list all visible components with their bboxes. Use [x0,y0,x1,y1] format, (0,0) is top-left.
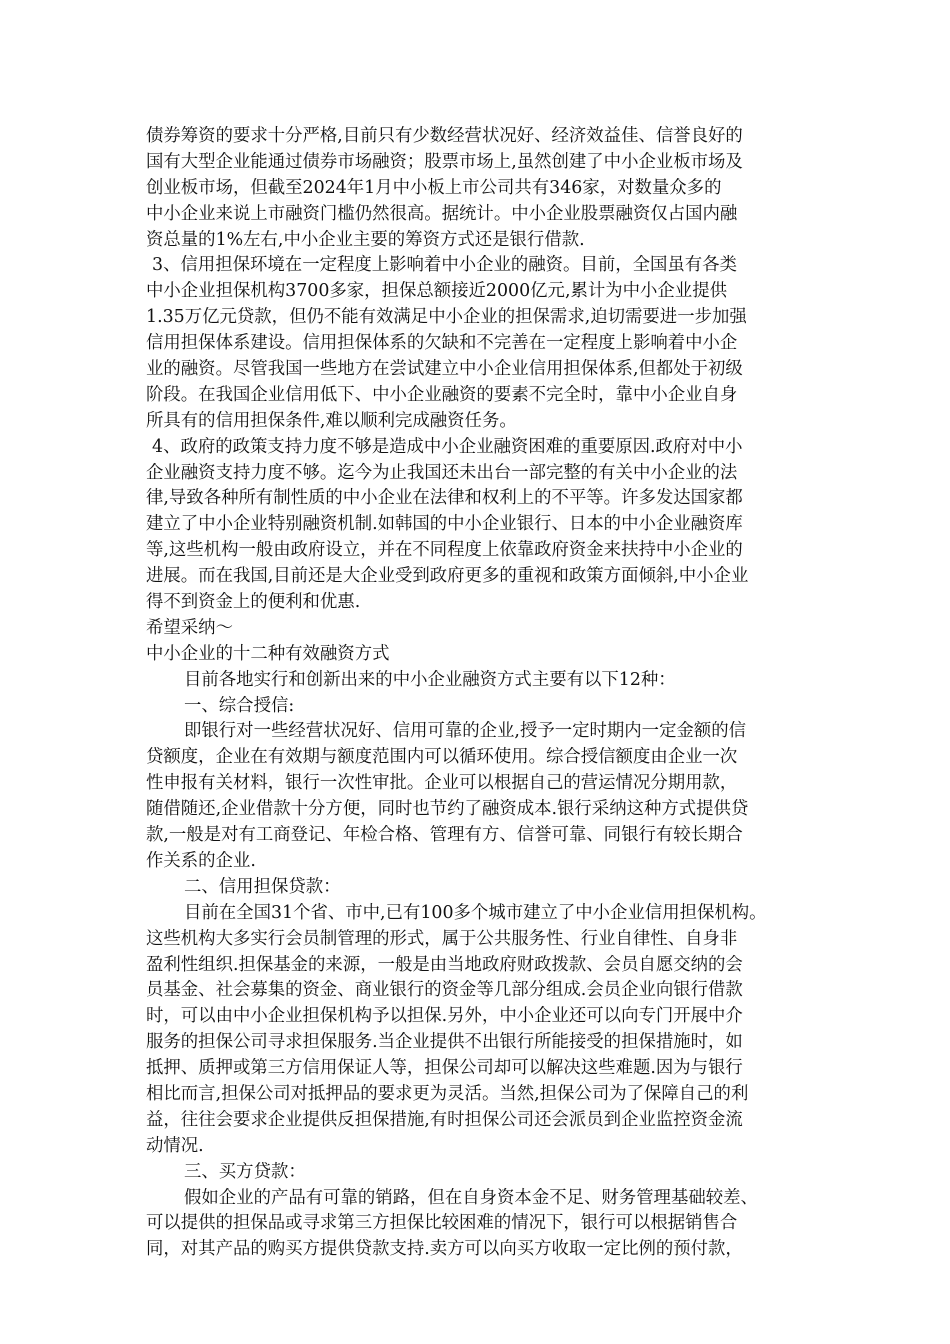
text-line: 时，可以由中小企业担保机构予以担保.另外，中小企业还可以向专门开展中介 [146,1006,743,1027]
text-line: 中小企业担保机构3700多家，担保总额接近2000亿元,累计为中小企业提供 [146,281,727,302]
text-line: 目前在全国31个省、市中,已有100多个城市建立了中小企业信用担保机构。 [184,902,767,923]
text-line: 假如企业的产品有可靠的销路，但在自身资本金不足、财务管理基础较差、 [184,1187,758,1208]
text-line: 4、政府的政策支持力度不够是造成中小企业融资困难的重要原因.政府对中小 [152,436,743,457]
document-body [146,124,826,1263]
text-line: 律,导致各种所有制性质的中小企业在法律和权利上的不平等。许多发达国家都 [146,488,743,509]
text-line: 即银行对一些经营状况好、信用可靠的企业,授予一定时期内一定金额的信 [184,721,747,742]
text-line: 信用担保体系建设。信用担保体系的欠缺和不完善在一定程度上影响着中小企 [146,333,738,354]
text-line: 业的融资。尽管我国一些地方在尝试建立中小企业信用担保体系,但都处于初级 [146,359,743,380]
text-line: 员基金、社会募集的资金、商业银行的资金等几部分组成.会员企业向银行借款 [146,980,743,1001]
text-line: 随借随还,企业借款十分方便，同时也节约了融资成本.银行采纳这种方式提供贷 [146,799,749,820]
text-line: 所具有的信用担保条件,难以顺利完成融资任务。 [146,410,517,431]
text-line: 资总量的1%左右,中小企业主要的筹资方式还是银行借款. [146,229,585,250]
text-line: 益，往往会要求企业提供反担保措施,有时担保公司还会派员到企业监控资金流 [146,1109,743,1130]
text-line: 债券筹资的要求十分严格,目前只有少数经营状况好、经济效益佳、信誉良好的 [146,126,743,146]
section-heading: 二、信用担保贷款： [184,876,341,897]
text-line: 作关系的企业. [146,850,256,871]
text-line: 3、信用担保环境在一定程度上影响着中小企业的融资。目前，全国虽有各类 [152,255,737,276]
text-line: 动情况. [146,1135,204,1156]
text-line: 贷额度，企业在有效期与额度范围内可以循环使用。综合授信额度由企业一次 [146,747,738,768]
section-heading: 三、买方贷款： [184,1161,306,1182]
section-heading: 一、综合授信: [184,695,295,716]
text-line: 建立了中小企业特别融资机制.如韩国的中小企业银行、日本的中小企业融资库 [146,514,743,535]
text-line: 抵押、质押或第三方信用保证人等，担保公司却可以解决这些难题.因为与银行 [146,1058,743,1079]
text-line: 等,这些机构一般由政府设立，并在不同程度上依靠政府资金来扶持中小企业的 [146,540,743,561]
text-line: 盈利性组织.担保基金的来源，一般是由当地政府财政拨款、会员自愿交纳的会 [146,954,743,975]
text-line: 1.35万亿元贷款，但仍不能有效满足中小企业的担保需求,迫切需要进一步加强 [146,307,747,328]
text-line: 可以提供的担保品或寻求第三方担保比较困难的情况下，银行可以根据销售合 [146,1213,738,1234]
text-line: 得不到资金上的便利和优惠. [146,592,361,613]
text-line: 款,一般是对有工商登记、年检合格、管理有方、信誉可靠、同银行有较长期合 [146,825,743,846]
text-line: 同，对其产品的购买方提供贷款支持.卖方可以向买方收取一定比例的预付款， [146,1239,743,1260]
text-line: 国有大型企业能通过债券市场融资；股票市场上,虽然创建了中小企业板市场及 [146,151,743,172]
text-line: 服务的担保公司寻求担保服务.当企业提供不出银行所能接受的担保措施时，如 [146,1032,743,1053]
text-line: 阶段。在我国企业信用低下、中小企业融资的要素不完全时，靠中小企业自身 [146,384,738,405]
text-line: 希望采纳～ [146,617,233,638]
text-line: 目前各地实行和创新出来的中小企业融资方式主要有以下12种： [184,669,676,690]
text-line: 进展。而在我国,目前还是大企业受到政府更多的重视和政策方面倾斜,中小企业 [146,566,749,587]
section-title: 中小企业的十二种有效融资方式 [146,643,390,664]
text-line: 创业板市场，但截至2024年1月中小板上市公司共有346家，对数量众多的 [146,177,722,198]
text-line: 相比而言,担保公司对抵押品的要求更为灵活。当然,担保公司为了保障自己的利 [146,1083,749,1104]
text-line: 这些机构大多实行会员制管理的形式，属于公共服务性、行业自律性、自身非 [146,928,738,949]
text-line: 中小企业来说上市融资门槛仍然很高。据统计。中小企业股票融资仅占国内融 [146,203,738,224]
text-line: 性申报有关材料，银行一次性审批。企业可以根据自己的营运情况分期用款， [146,773,738,794]
text-line: 企业融资支持力度不够。迄今为止我国还未出台一部完整的有关中小企业的法 [146,462,738,483]
